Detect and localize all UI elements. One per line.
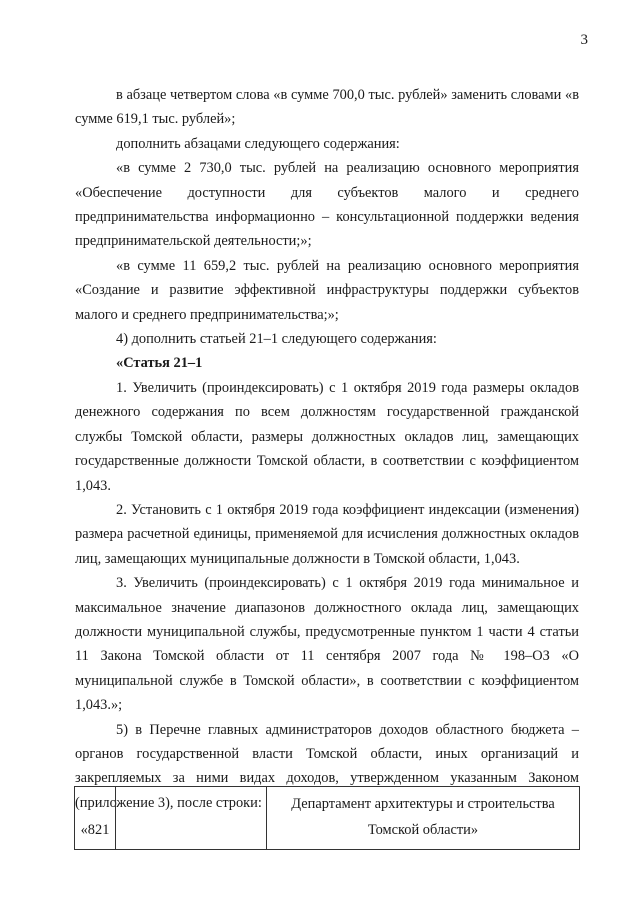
document-body [75,83,579,815]
paragraph-item-5: 5) в Перечне главных администраторов доходов областного бюджета – органов государственной власти Томской области, иных организаций и закрепляемых за ними видах доходов, утвержденном указанным Законом (приложение 3), после строки: [75,721,579,811]
article-heading: «Статья 21–1 [116,355,203,372]
table-row [75,787,580,850]
income-code-cell [116,787,267,850]
revenue-table [74,786,580,850]
article-point-1: 1. Увеличить (проиндексировать) с 1 октября 2019 года размеры окладов денежного содержания по всем должностям государственной гражданской службы Томской области, размеры должностных окладов лиц, замещающих государственные должности Томской области, в соответствии с коэффициентом 1,043. [75,379,579,494]
administrator-name-cell: Департамент архитектуры и строительства Томской области» [267,787,580,850]
paragraph-infrastructure: «в сумме 11 659,2 тыс. рублей на реализацию основного мероприятия «Создание и развитие эффективной инфраструктуры поддержки субъектов малого и среднего предпринимательства;»; [75,257,579,323]
paragraph-item-4: 4) дополнить статьей 21–1 следующего содержания: [116,331,437,348]
article-point-3: 3. Увеличить (проиндексировать) с 1 октября 2019 года минимальное и максимальное значение диапазонов должностного оклада лиц, замещающих должности муниципальной службы, предусмотренные пунктом 1 части 4 статьи 11 Закона Томской области от 11 сентября 2007 года № 198–ОЗ «О муниципальной службе в Томской области», в соответствии с коэффициентом 1,043.»; [75,575,579,714]
paragraph-info-support: «в сумме 2 730,0 тыс. рублей на реализацию основного мероприятия «Обеспечение доступности для субъектов малого и среднего предпринимательства информационно – консультационной поддержки ведения предпринимательской деятельности;»; [75,160,579,250]
paragraph-add-intro: дополнить абзацами следующего содержания: [116,135,400,152]
administrator-code-cell: «821 [75,787,116,850]
paragraph-amount-change: в абзаце четвертом слова «в сумме 700,0 тыс. рублей» заменить словами «в сумме 619,1 тыс. рублей»; [75,87,579,128]
article-point-2: 2. Установить с 1 октября 2019 года коэффициент индексации (изменения) размера расчетной единицы, применяемой для исчисления должностных окладов лиц, замещающих муниципальные должности в Томской области, 1,043. [75,501,579,567]
page-number: 3 [580,32,588,48]
